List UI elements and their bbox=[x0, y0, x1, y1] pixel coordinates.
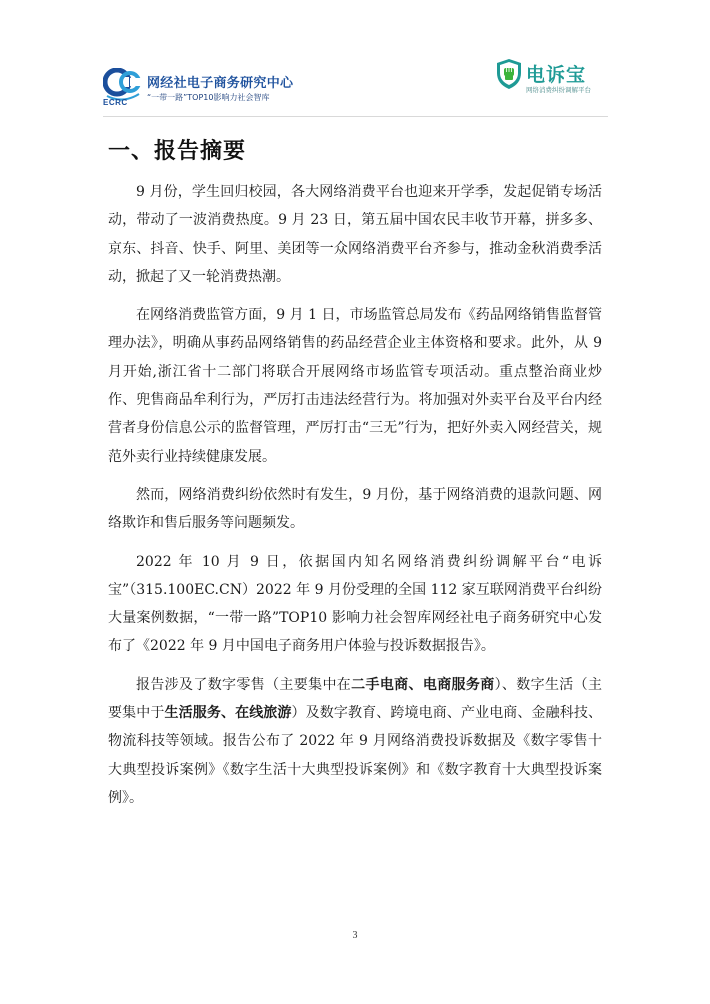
paragraph-text: 2022 年 10 月 9 日，依据国内知名网络消费纠纷调解平台“电诉宝”（315.100EC.CN）2022 年 9 月份受理的全国 112 家互联网消费平台纠纷大量案例数据，“一带一路”TOP10 影响力社会智库网经社电子商务研究中心发布了《2022 年 9 月中国电子商务用户体验与投诉数据报告》。 bbox=[108, 553, 602, 655]
paragraph-text: 9 月份，学生回归校园，各大网络消费平台也迎来开学季，发起促销专场活动，带动了一波消费热度。9 月 23 日，第五届中国农民丰收节开幕，拼多多、京东、抖音、快手、阿里、美团等一众网络消费平台齐参与，推动金秋消费季活动，掀起了又一轮消费热潮。 bbox=[108, 184, 602, 285]
shield-fist-icon bbox=[496, 58, 522, 90]
paragraph-text: ）及数字教育、跨境电商、产业电商、金融科技、物流科技等领域。报告公布了 2022 年 9 月网络消费投诉数据及《数字零售十大典型投诉案例》《数字生活十大典型投诉案例》和《数字教育十大典型投诉案例》。 bbox=[108, 705, 603, 806]
bold-highlight: 生活服务、在线旅游 bbox=[164, 705, 292, 722]
org-name: 网经社电子商务研究中心 bbox=[147, 76, 294, 91]
section-title: 一、报告摘要 bbox=[108, 139, 247, 164]
paragraph-3 bbox=[108, 481, 602, 538]
paragraph-text: 在网络消费监管方面，9 月 1 日，市场监管总局发布《药品网络销售监督管理办法》，明确从事药品网络销售的药品经营企业主体资格和要求。此外，从 9 月开始,浙江省十二部门将联合开展网络市场监管专项活动。重点整治商业炒作、兜售商品牟利行为，严厉打击违法经营行为。将加强对外卖平台及平台内经营者身份信息公示的监督管理，严厉打击“三无”行为，把好外卖入网经营关，规范外卖行业持续健康发展。 bbox=[108, 307, 602, 465]
dianshubao-logo bbox=[496, 58, 626, 102]
page-number: 3 bbox=[352, 930, 358, 941]
org-subtitle: “一带一路”TOP10影响力社会智库 bbox=[147, 93, 270, 102]
paragraph-1 bbox=[108, 178, 602, 291]
ecrc-logo bbox=[103, 68, 343, 108]
paragraph-text: 然而，网络消费纠纷依然时有发生，9 月份，基于网络消费的退款问题、网络欺诈和售后服务等问题频发。 bbox=[108, 486, 602, 532]
paragraph-text: 报告涉及了数字零售（主要集中在 bbox=[136, 676, 352, 693]
paragraph-5 bbox=[108, 671, 602, 812]
paragraph-text: ）、数字生活（主要集中于 bbox=[108, 676, 602, 722]
ecrc-mark-text: ECRC bbox=[103, 98, 128, 107]
report-summary-body bbox=[108, 178, 602, 822]
brand-subtitle: 网络消费纠纷调解平台 bbox=[526, 86, 591, 94]
page-header bbox=[0, 0, 710, 110]
paragraph-4 bbox=[108, 548, 602, 661]
brand-name: 电诉宝 bbox=[526, 64, 587, 86]
bold-highlight: 二手电商、电商服务商 bbox=[351, 676, 495, 693]
header-divider bbox=[103, 116, 608, 117]
paragraph-2 bbox=[108, 301, 602, 471]
